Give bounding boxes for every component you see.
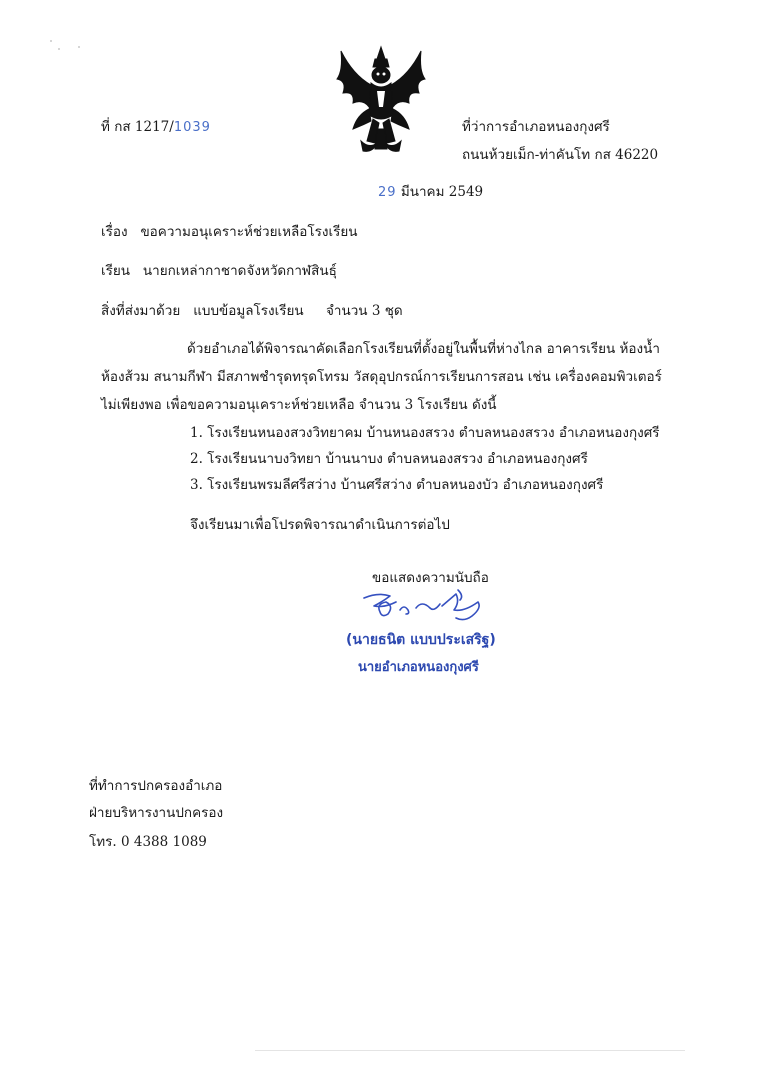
- footer-office: ที่ทำการปกครองอำเภอ: [89, 778, 223, 794]
- closing-request: จึงเรียนมาเพื่อโปรดพิจารณาดำเนินการต่อไป: [190, 517, 450, 533]
- body-paragraph-line1: ด้วยอำเภอได้พิจารณาคัดเลือกโรงเรียนที่ตั้งอยู่ในพื้นที่ห่างไกล อาคารเรียน ห้องน้ำ: [187, 341, 660, 357]
- letter-date: [378, 180, 483, 202]
- office-address-line1: ที่ว่าการอำเภอหนองกุงศรี: [462, 119, 610, 135]
- subject-label: เรื่อง: [101, 224, 128, 240]
- scan-edge-line: [255, 1050, 685, 1051]
- enclosure-label: สิ่งที่ส่งมาด้วย: [101, 303, 181, 319]
- footer-department: ฝ่ายบริหารงานปกครอง: [89, 805, 224, 821]
- office-address-line2: ถนนห้วยเม็ก-ท่าคันโท กส 46220: [462, 147, 659, 163]
- enclosure-item: แบบข้อมูลโรงเรียน: [193, 303, 304, 319]
- scan-speck: [58, 48, 60, 50]
- recipient-text: นายกเหล่ากาชาดจังหวัดกาฬสินธุ์: [142, 263, 337, 279]
- school-list-item: 1. โรงเรียนหนองสวงวิทยาคม บ้านหนองสรวง ตำบลหนองสรวง อำเภอหนองกุงศรี: [190, 425, 660, 441]
- subject-line: [101, 220, 358, 242]
- reference-number: [101, 115, 211, 137]
- scan-speck: [50, 40, 52, 42]
- reference-handwritten-number: 1039: [173, 120, 211, 135]
- footer-phone: โทร. 0 4388 1089: [89, 834, 207, 850]
- enclosure-quantity: จำนวน 3 ชุด: [326, 303, 403, 319]
- recipient-label: เรียน: [101, 263, 131, 279]
- school-list-item: 2. โรงเรียนนาบงวิทยา บ้านนาบง ตำบลหนองสรวง อำเภอหนองกุงศรี: [190, 451, 588, 467]
- date-month-year: มีนาคม 2549: [400, 184, 484, 200]
- handwritten-signature: [360, 588, 492, 624]
- signatory-name: (นายธนิต แบบประเสริฐ): [346, 632, 496, 648]
- school-list-item: 3. โรงเรียนพรมลีศรีสว่าง บ้านศรีสว่าง ตำบลหนองบัว อำเภอหนองกุงศรี: [190, 477, 604, 493]
- scan-speck: [78, 46, 80, 48]
- reference-prefix: ที่ กส 1217/: [101, 119, 174, 135]
- enclosure-line: [101, 299, 304, 321]
- garuda-emblem-icon: [333, 45, 429, 157]
- signatory-position: นายอำเภอหนองกุงศรี: [358, 660, 479, 675]
- recipient-line: [101, 259, 337, 281]
- complimentary-closing: ขอแสดงความนับถือ: [372, 570, 489, 586]
- body-paragraph-line2: ห้องส้วม สนามกีฬา มีสภาพชำรุดทรุดโทรม วัสดุอุปกรณ์การเรียนการสอน เช่น เครื่องคอมพิวเตอร์: [101, 369, 662, 385]
- body-paragraph-line3: ไม่เพียงพอ เพื่อขอความอนุเคราะห์ช่วยเหลือ จำนวน 3 โรงเรียน ดังนี้: [101, 397, 497, 413]
- subject-text: ขอความอนุเคราะห์ช่วยเหลือโรงเรียน: [140, 224, 358, 240]
- date-day-handwritten: 29: [378, 185, 397, 200]
